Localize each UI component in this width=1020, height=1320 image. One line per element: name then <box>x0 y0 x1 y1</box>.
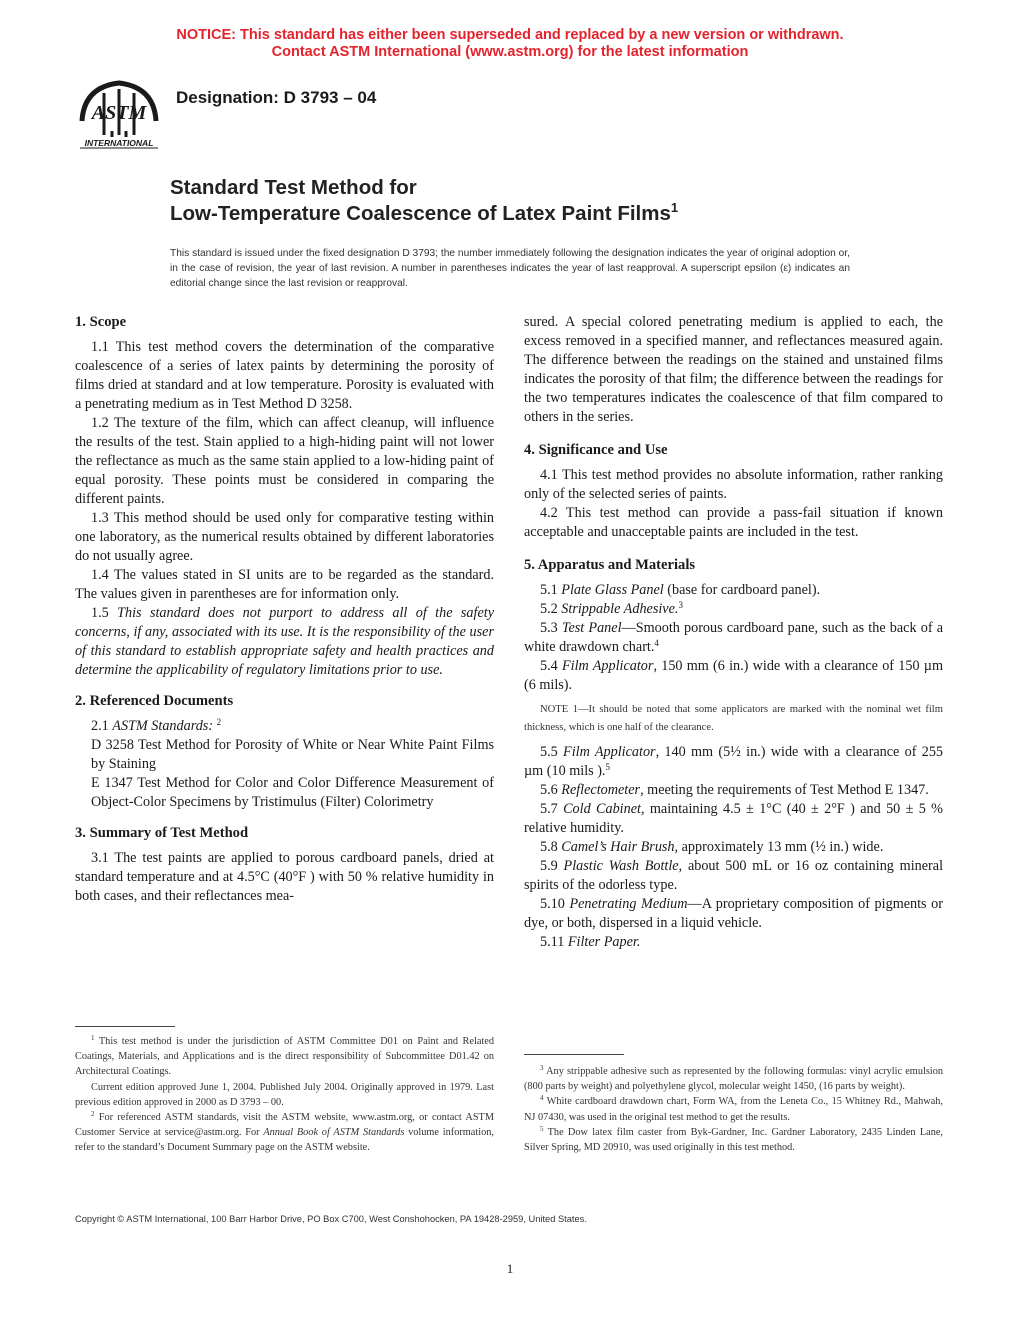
right-column <box>524 313 943 952</box>
footnote-1: $^1$ This test method is under the jurisdiction of ASTM Committee D01 on Paint and Related Coatings, Materials, and Applications and is the direct responsibility of Subcommittee D01.42 on Architectural Coatings. <box>75 1034 495 1078</box>
left-column <box>75 313 494 906</box>
page-number: 1 <box>506 1261 514 1276</box>
designation: Designation: D 3793 – 04 <box>176 88 377 107</box>
note-1: NOTE 1—It should be noted that some applicators are marked with the nominal wet film thickness, which is one half of the clearance. <box>524 704 943 733</box>
paragraph-1-1: 1.1 This test method covers the determination of the comparative coalescence of a series of latex paints by determining the porosity of films dried at standard and at low temperature. Porosity is evaluated with a penetrating medium as in Test Method D 3258. <box>75 339 494 412</box>
footnote-3: $^3$ Any strippable adhesive such as represented by the following formulas: vinyl acrylic emulsion (800 parts by weight) and polyethylene glycol, molecular weight 1450, (16 parts by weight). <box>524 1064 943 1093</box>
item-5-4: 5.4 Film Applicator, 150 mm (6 in.) wide with a clearance of 150 µm (6 mils). <box>524 658 943 693</box>
footnote-2: $^2$ For referenced ASTM standards, visit the ASTM website, www.astm.org, or contact ASTM Customer Service at service@astm.org. For Annual Book of ASTM Standards volume information, refer to the standard’s Document Summary page on the ASTM website. <box>75 1110 494 1154</box>
title-footnote-mark: 1 <box>670 200 679 215</box>
footnotes-right <box>524 1064 943 1155</box>
section-heading-scope: 1. Scope <box>75 314 127 330</box>
paragraph-3-1-end: sured. A special colored penetrating medium is applied to each, the excess removed in a specified manner, and reflectances measured again. The difference between the readings on the stained and unstained films indicates the porosity of that film; the difference between the readings for the two temperatures indicates the coalescence of that film compared to others in the series. <box>524 314 943 425</box>
item-5-11: 5.11 Filter Paper. <box>540 934 641 950</box>
svg-text:ASTM: ASTM <box>91 102 147 124</box>
footnote-rule-left <box>75 1026 175 1027</box>
footnote-1-edition: Current edition approved June 1, 2004. Published July 2004. Originally approved in 1979. Last previous edition approved in 2000 as D 3793 – 00. <box>75 1081 494 1108</box>
paragraph-4-1: 4.1 This test method provides no absolute information, rather ranking only of the selected series of paints. <box>524 467 943 502</box>
section-heading-summary: 3. Summary of Test Method <box>75 825 249 841</box>
notice-line-2: Contact ASTM International (www.astm.org) for the latest information <box>271 44 749 60</box>
reference-e1347: E 1347 Test Method for Color and Color Difference Measurement of Object-Color Specimens by Tristimulus (Filter) Colorimetry <box>91 775 494 810</box>
section-heading-referenced-documents: 2. Referenced Documents <box>75 693 234 709</box>
section-heading-significance: 4. Significance and Use <box>524 442 668 458</box>
item-5-2: 5.2 Strippable Adhesive.$^3$ <box>540 600 683 617</box>
svg-text:INTERNATIONAL: INTERNATIONAL <box>84 138 154 148</box>
title-line-1: Standard Test Method for <box>170 176 417 199</box>
item-5-3: 5.3 Test Panel—Smooth porous cardboard pane, such as the back of a white drawdown chart.$^4$ <box>524 620 944 655</box>
section-heading-apparatus: 5. Apparatus and Materials <box>524 557 696 573</box>
footnote-4: $^4$ White cardboard drawdown chart, Form WA, from the Leneta Co., 15 Whitney Rd., Mahwah, NJ 07430, was used in the original test method to get the results. <box>524 1094 943 1123</box>
paragraph-1-5: 1.5 This standard does not purport to address all of the safety concerns, if any, associated with its use. It is the responsibility of the user of this standard to establish appropriate safety and health practices and determine the applicability of regulatory limitations prior to use. <box>75 605 494 678</box>
item-5-5: 5.5 Film Applicator, 140 mm (5½ in.) wide with a clearance of 255 µm (10 mils ).$^5$ <box>524 744 944 779</box>
item-5-1: 5.1 Plate Glass Panel (base for cardboard panel). <box>540 582 821 598</box>
paragraph-2-1: 2.1 ASTM Standards: $^2$ <box>91 717 222 734</box>
title-line-2: Low-Temperature Coalescence of Latex Paint Films$^1$ <box>170 200 679 225</box>
paragraph-1-4: 1.4 The values stated in SI units are to be regarded as the standard. The values given in parentheses are for information only. <box>75 567 494 602</box>
paragraph-1-3: 1.3 This method should be used only for comparative testing within one laboratory, as the numerical results obtained by different laboratories do not usually agree. <box>75 510 494 564</box>
reference-d3258: D 3258 Test Method for Porosity of White or Near White Paint Films by Staining <box>91 737 495 772</box>
footnote-rule-right <box>524 1054 624 1055</box>
copyright: Copyright © ASTM International, 100 Barr Harbor Drive, PO Box C700, West Conshohocken, PA 19428-2959, United States. <box>75 1214 587 1224</box>
notice-line-1: NOTICE: This standard has either been superseded and replaced by a new version or withdrawn. <box>176 27 844 43</box>
withdrawal-notice <box>0 27 1020 61</box>
paragraph-1-2: 1.2 The texture of the film, which can affect cleanup, will influence the results of the test. Stain applied to a high-hiding paint will not lower the reflectance as much as the same stain applied to a low-hiding paint of equal porosity. These points must be considered in comparing the different paints. <box>75 415 494 507</box>
standard-preamble: This standard is issued under the fixed designation D 3793; the number immediately following the designation indicates the year of original adoption or, in the case of revision, the year of last revision. A number in parentheses indicates the year of last reapproval. A superscript epsilon (ε) indicates an editorial change since the last revision or reapproval. <box>170 248 850 289</box>
document-title <box>170 175 678 227</box>
item-5-8: 5.8 Camel’s Hair Brush, approximately 13 mm (½ in.) wide. <box>540 839 884 855</box>
paragraph-3-1-start: 3.1 The test paints are applied to porous cardboard panels, dried at standard temperature and at 4.5°C (40°F ) with 50 % relative humidity in both cases, and their reflectances mea- <box>75 850 494 904</box>
footnote-5: $^5$ The Dow latex film caster from Byk-Gardner, Inc. Gardner Laboratory, 2435 Linden Lane, Silver Spring, MD 20910, was used originally in this test method. <box>524 1124 943 1154</box>
paragraph-4-2: 4.2 This test method can provide a pass-fail situation if known acceptable and unacceptable paints are included in the test. <box>524 505 943 540</box>
footnotes-left <box>75 1034 494 1156</box>
item-5-7: 5.7 Cold Cabinet, maintaining 4.5 ± 1°C (40 ± 2°F ) and 50 ± 5 % relative humidity. <box>524 801 943 836</box>
item-5-9: 5.9 Plastic Wash Bottle, about 500 mL or 16 oz containing mineral spirits of the odorless type. <box>524 858 944 893</box>
item-5-6: 5.6 Reflectometer, meeting the requirements of Test Method E 1347. <box>540 782 929 798</box>
item-5-10: 5.10 Penetrating Medium—A proprietary composition of pigments or dye, or both, dispersed in a liquid vehicle. <box>524 896 943 931</box>
astm-logo-icon <box>74 73 164 153</box>
